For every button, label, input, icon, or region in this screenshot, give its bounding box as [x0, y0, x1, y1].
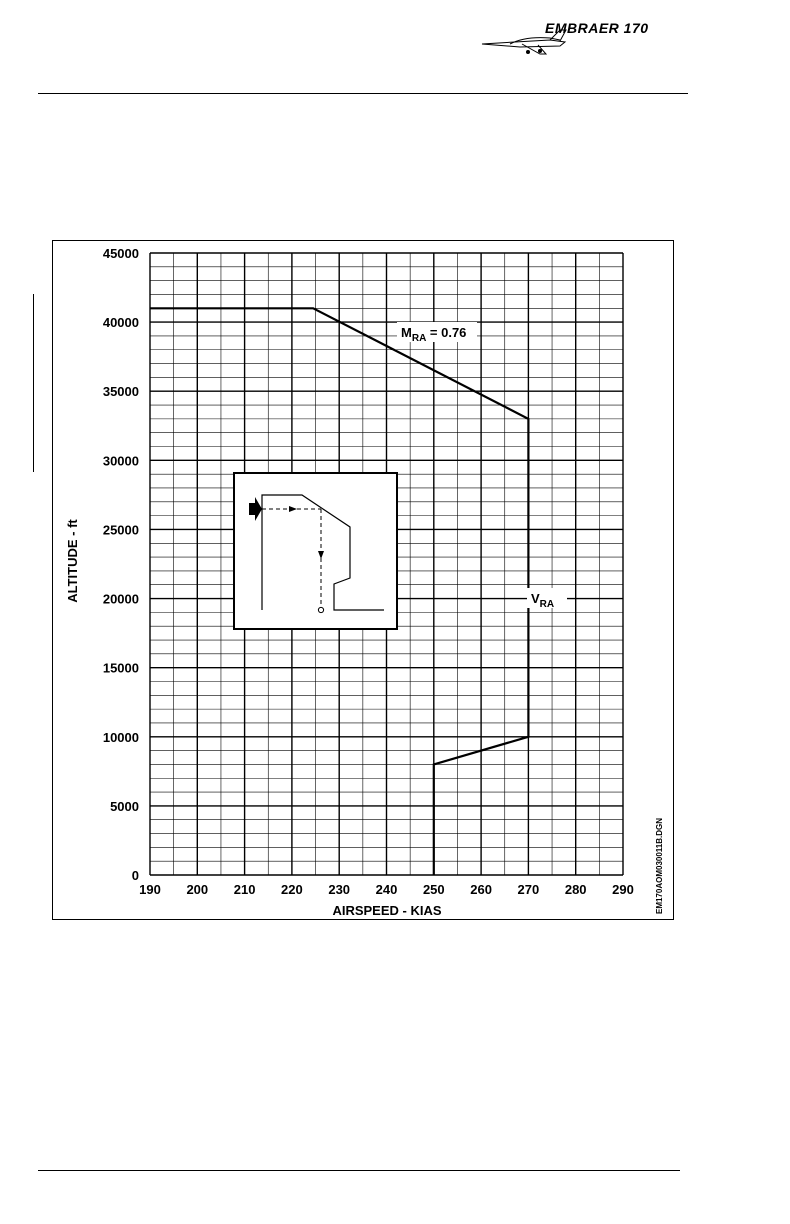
inset-result-point: [318, 607, 323, 612]
y-tick-label: 35000: [102, 384, 139, 400]
footer-rule: [38, 1170, 680, 1171]
chart-frame: [52, 240, 674, 920]
y-tick-label: 10000: [102, 729, 139, 745]
x-tick-label: 250: [422, 882, 445, 897]
y-tick-label: 15000: [102, 660, 139, 676]
inset-box: [234, 473, 397, 629]
x-tick-label: 200: [186, 882, 209, 897]
y-tick-label: 40000: [102, 315, 139, 331]
x-tick-label: 190: [139, 882, 161, 897]
x-tick-label: 230: [328, 882, 351, 897]
x-tick-label: 290: [612, 882, 634, 897]
y-tick-label: 25000: [102, 522, 139, 538]
annotation-label: $V_{RA}$: [531, 591, 555, 610]
x-tick-label: 240: [375, 882, 398, 897]
x-axis-label: AIRSPEED - KIAS: [332, 903, 442, 918]
brand-name: EMBRAER 170: [545, 20, 649, 36]
y-tick-label: 0: [131, 868, 139, 883]
x-tick-label: 280: [564, 882, 587, 897]
x-tick-label: 210: [233, 882, 256, 897]
header-rule: [38, 93, 688, 94]
y-axis-label: ALTITUDE - ft: [65, 519, 80, 603]
how-to-read-example-icon: [234, 473, 397, 629]
y-tick-labels: [103, 246, 139, 883]
page-header: [0, 0, 790, 100]
y-tick-label: 30000: [102, 453, 139, 469]
document-id: EM170AOM030011B.DGN: [655, 817, 664, 915]
y-tick-label: 45000: [102, 246, 139, 261]
x-tick-label: 270: [517, 882, 540, 897]
y-tick-label: 20000: [102, 591, 139, 607]
annotation-label: $M_{RA} = 0.76$: [401, 325, 467, 344]
revision-bar: [33, 294, 34, 472]
y-tick-label: 5000: [110, 798, 139, 814]
x-tick-labels: [139, 882, 634, 897]
chart: [53, 241, 675, 921]
x-tick-label: 220: [281, 882, 303, 897]
x-tick-label: 260: [470, 882, 492, 897]
